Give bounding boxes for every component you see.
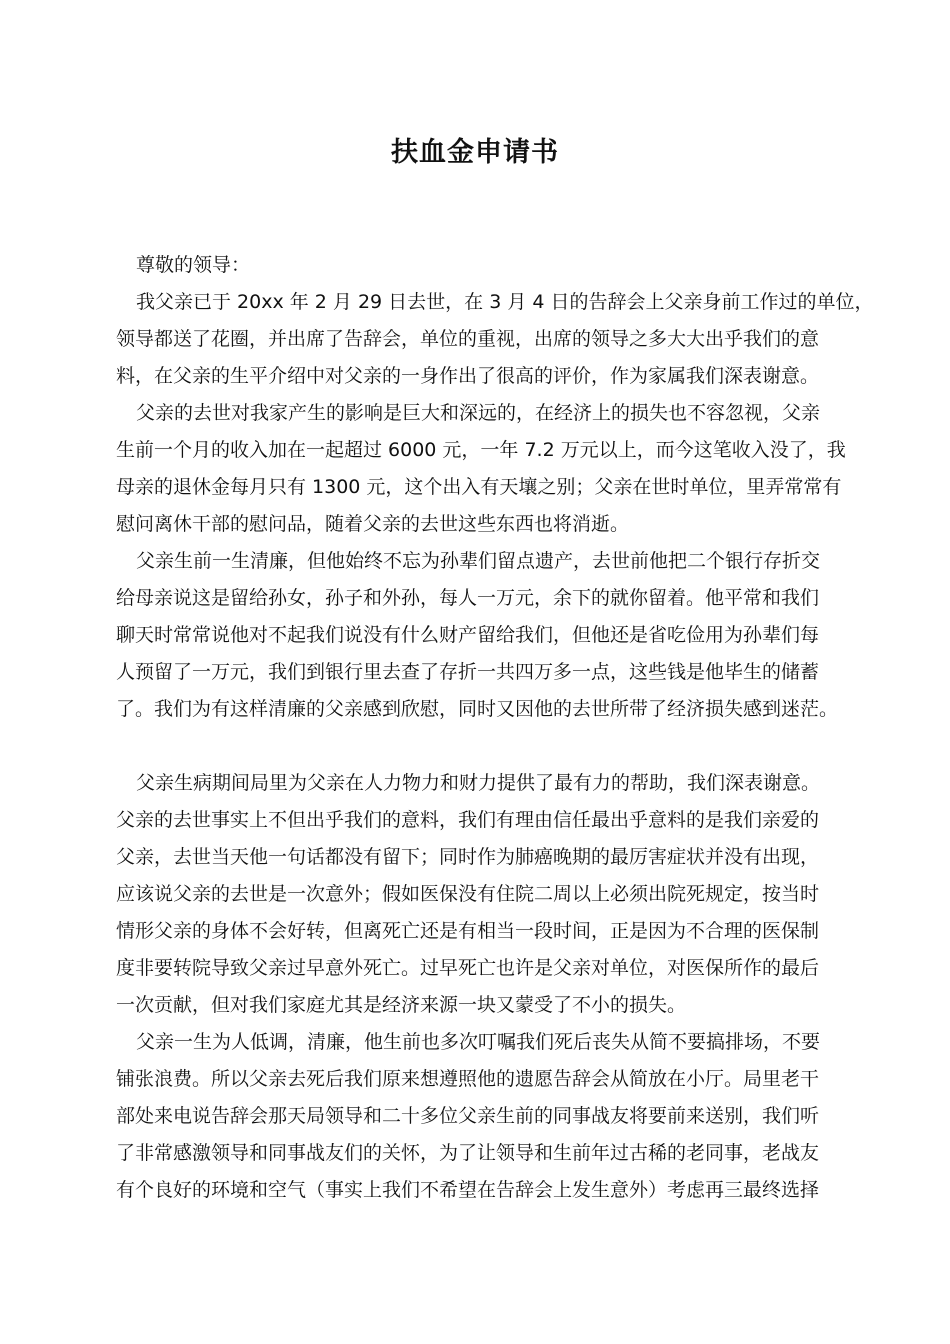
body-line: 父亲生前一生清廉，但他始终不忘为孙辈们留点遗产，去世前他把二个银行存折交 [136,550,821,572]
body-line: 父亲，去世当天他一句话都没有留下；同时作为肺癌晚期的最厉害症状并没有出现， [116,846,820,868]
body-line: 我父亲已于 20xx 年 2 月 29 日去世，在 3 月 4 日的告辞会上父亲身前工作过的单位， [136,291,874,313]
body-line: 料，在父亲的生平介绍中对父亲的一身作出了很高的评价，作为家属我们深表谢意。 [116,365,820,387]
body-line: 父亲生病期间局里为父亲在人力物力和财力提供了最有力的帮助，我们深表谢意。 [136,772,821,794]
body-line: 聊天时常常说他对不起我们说没有什么财产留给我们，但他还是省吃俭用为孙辈们每 [116,624,820,646]
body-line: 慰问离休干部的慰问品，随着父亲的去世这些东西也将消逝。 [116,513,630,535]
salutation-line: 尊敬的领导： [136,254,251,276]
body-line: 了非常感激领导和同事战友们的关怀，为了让领导和生前年过古稀的老同事，老战友 [116,1142,820,1164]
body-line: 一次贡献，但对我们家庭尤其是经济来源一块又蒙受了不小的损失。 [116,994,687,1016]
body-line: 有个良好的环境和空气（事实上我们不希望在告辞会上发生意外）考虑再三最终选择 [116,1179,820,1201]
body-line: 应该说父亲的去世是一次意外；假如医保没有住院二周以上必须出院死规定，按当时 [116,883,820,905]
body-line: 部处来电说告辞会那天局领导和二十多位父亲生前的同事战友将要前来送别，我们听 [116,1105,820,1127]
body-line: 父亲一生为人低调，清廉，他生前也多次叮嘱我们死后丧失从简不要搞排场，不要 [136,1031,821,1053]
body-line: 父亲的去世对我家产生的影响是巨大和深远的，在经济上的损失也不容忽视，父亲 [136,402,821,424]
body-line: 生前一个月的收入加在一起超过 6000 元，一年 7.2 万元以上，而今这笔收入没了，我 [116,439,846,461]
body-line: 父亲的去世事实上不但出乎我们的意料，我们有理由信任最出乎意料的是我们亲爱的 [116,809,820,831]
body-line: 度非要转院导致父亲过早意外死亡。过早死亡也许是父亲对单位，对医保所作的最后 [116,957,820,979]
page-title: 扶血金申请书 [391,137,559,168]
body-line: 铺张浪费。所以父亲去死后我们原来想遵照他的遗愿告辞会从简放在小厅。局里老干 [116,1068,820,1090]
body-line: 人预留了一万元，我们到银行里去查了存折一共四万多一点，这些钱是他毕生的储蓄 [116,661,820,683]
body-line: 母亲的退休金每月只有 1300 元，这个出入有天壤之别；父亲在世时单位，里弄常常有 [116,476,842,498]
body-line: 了。我们为有这样清廉的父亲感到欣慰，同时又因他的去世所带了经济损失感到迷茫。 [116,698,839,720]
body-line: 情形父亲的身体不会好转，但离死亡还是有相当一段时间，正是因为不合理的医保制 [116,920,820,942]
body-line: 给母亲说这是留给孙女，孙子和外孙，每人一万元，余下的就你留着。他平常和我们 [116,587,820,609]
body-line: 领导都送了花圈，并出席了告辞会，单位的重视，出席的领导之多大大出乎我们的意 [116,328,820,350]
